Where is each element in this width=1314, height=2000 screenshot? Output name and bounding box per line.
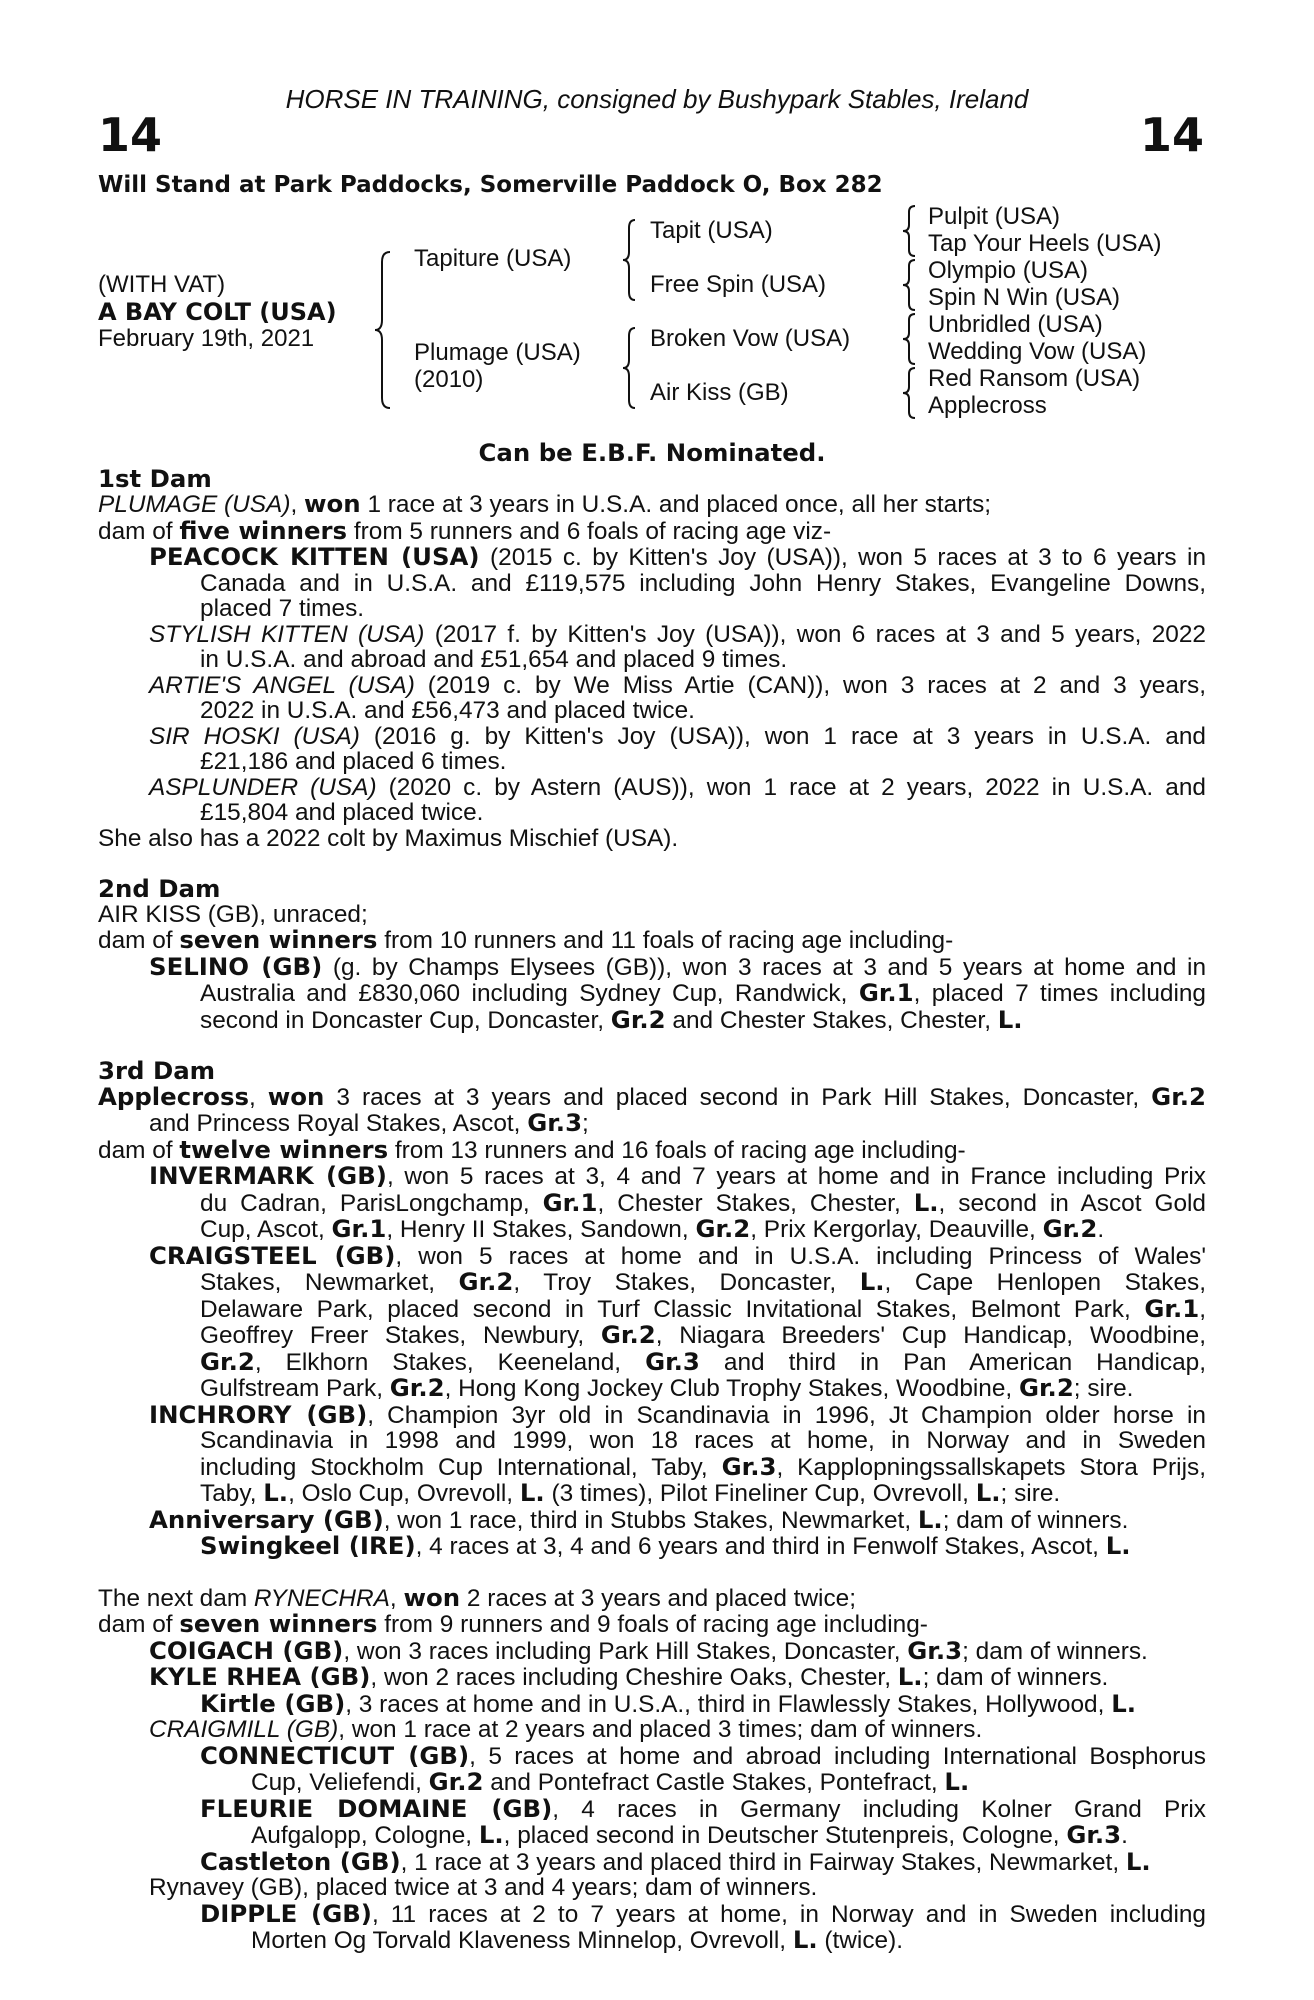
produce-entry-cont: Aufgalopp, Cologne, L., placed second in Deutscher Stutenpreis, Cologne, Gr.3. xyxy=(251,1820,1128,1849)
produce-entry: ASPLUNDER (USA) (2020 c. by Astern (AUS)), won 1 race at 2 years, 2022 in U.S.A. and xyxy=(149,773,1206,801)
stand-location: Will Stand at Park Paddocks, Somerville Paddock O, Box 282 xyxy=(98,172,883,198)
dam: Plumage (USA) xyxy=(414,339,581,366)
also-note: She also has a 2022 colt by Maximus Mischief (USA). xyxy=(98,824,679,852)
produce-entry: Swingkeel (IRE), 4 races at 3, 4 and 6 years and third in Fenwolf Stakes, Ascot, L. xyxy=(200,1531,1131,1560)
produce-entry: PEACOCK KITTEN (USA) (2015 c. by Kitten's Joy (USA)), won 5 races at 3 to 6 years in xyxy=(149,542,1207,571)
produce-entry: CRAIGSTEEL (GB), won 5 races at home and in U.S.A. including Princess of Wales' xyxy=(149,1240,1206,1270)
vat-note: (WITH VAT) xyxy=(98,271,226,298)
produce-entry-cont: Australia and £830,060 including Sydney Cup, Randwick, Gr.1, placed 7 times including xyxy=(200,978,1207,1007)
brace-icon xyxy=(900,312,920,366)
ddd: Applecross xyxy=(928,392,1047,419)
brace-icon xyxy=(620,326,640,410)
dds: Red Ransom (USA) xyxy=(928,365,1141,392)
produce-entry: SELINO (GB) (g. by Champs Elysees (GB)), won 3 races at 3 and 5 years at home and in xyxy=(149,951,1207,981)
produce-entry: Anniversary (GB), won 1 race, third in Stubbs Stakes, Newmarket, L.; dam of winners. xyxy=(149,1504,1129,1534)
produce-entry: INCHRORY (GB), Champion 3yr old in Scandinavia in 1996, Jt Champion older horse in xyxy=(149,1399,1206,1429)
dam-year: (2010) xyxy=(414,366,484,393)
produce-entry-cont: including Stockholm Cup International, Taby, Gr.3, Kapplopningssallskapets Stora Prijs, xyxy=(200,1451,1206,1481)
sire-dam: Free Spin (USA) xyxy=(650,271,827,298)
sire-sire: Tapit (USA) xyxy=(650,217,773,244)
dam-sire: Broken Vow (USA) xyxy=(650,325,851,352)
produce-entry: Kirtle (GB), 3 races at home and in U.S.A., third in Flawlessly Stakes, Hollywood, L. xyxy=(200,1688,1136,1718)
produce-entry-cont: Cup, Veliefendi, Gr.2 and Pontefract Castle Stakes, Pontefract, L. xyxy=(251,1767,970,1796)
next-dam-produce-summary: dam of seven winners from 9 runners and 9 foals of racing age including- xyxy=(98,1609,928,1638)
pedigree-notes xyxy=(98,440,1206,1954)
ssd: Tap Your Heels (USA) xyxy=(928,230,1162,257)
second-dam-produce-summary: dam of seven winners from 10 runners and 11 foals of racing age including- xyxy=(98,925,954,954)
produce-entry-cont: Geoffrey Freer Stakes, Newbury, Gr.2, Niagara Breeders' Cup Handicap, Woodbine, xyxy=(200,1320,1206,1349)
subject-horse: A BAY COLT (USA) xyxy=(98,298,337,326)
third-dam-line: Applecross, won 3 races at 3 years and placed second in Park Hill Stakes, Doncaster, Gr.2 xyxy=(98,1081,1206,1111)
produce-entry: ARTIE'S ANGEL (USA) (2019 c. by We Miss Artie (CAN)), won 3 races at 2 and 3 years, xyxy=(149,671,1207,699)
produce-entry-cont: Scandinavia in 1998 and 1999, won 18 races at home, in Norway and in Sweden xyxy=(200,1427,1206,1454)
brace-icon xyxy=(372,250,396,410)
produce-entry: Rynavey (GB), placed twice at 3 and 4 years; dam of winners. xyxy=(149,1874,818,1901)
sdd: Spin N Win (USA) xyxy=(928,284,1121,311)
produce-entry-cont: £15,804 and placed twice. xyxy=(200,799,484,826)
produce-entry-cont: Cup, Ascot, Gr.1, Henry II Stakes, Sandown, Gr.2, Prix Kergorlay, Deauville, Gr.2. xyxy=(200,1214,1105,1243)
produce-entry-cont: Gr.2, Elkhorn Stakes, Keeneland, Gr.3 and third in Pan American Handicap, xyxy=(200,1346,1206,1376)
brace-icon xyxy=(900,366,920,420)
produce-entry-cont: Delaware Park, placed second in Turf Classic Invitational Stakes, Belmont Park, Gr.1, xyxy=(200,1293,1206,1323)
produce-entry-cont: Taby, L., Oslo Cup, Ovrevoll, L. (3 times), Pilot Fineliner Cup, Ovrevoll, L.; sire. xyxy=(200,1478,1061,1507)
sss: Pulpit (USA) xyxy=(928,203,1061,230)
produce-entry-cont: Canada and in U.S.A. and £119,575 including John Henry Stakes, Evangeline Downs, xyxy=(200,569,1206,597)
brace-icon xyxy=(900,204,920,258)
consignment-line: HORSE IN TRAINING, consigned by Bushypark Stables, Ireland xyxy=(285,84,1029,114)
produce-entry: DIPPLE (GB), 11 races at 2 to 7 years at home, in Norway and in Sweden including xyxy=(200,1898,1206,1928)
produce-entry: FLEURIE DOMAINE (GB), 4 races in Germany including Kolner Grand Prix xyxy=(200,1793,1206,1823)
produce-entry: CRAIGMILL (GB), won 1 race at 2 years and placed 3 times; dam of winners. xyxy=(149,1716,983,1743)
produce-entry: STYLISH KITTEN (USA) (2017 f. by Kitten's Joy (USA)), won 6 races at 3 and 5 years, 2022 xyxy=(149,620,1206,648)
second-dam-line: AIR KISS (GB), unraced; xyxy=(98,900,368,928)
dam-dam: Air Kiss (GB) xyxy=(650,379,789,406)
produce-entry: COIGACH (GB), won 3 races including Park Hill Stakes, Doncaster, Gr.3; dam of winners. xyxy=(149,1635,1148,1665)
sds: Olympio (USA) xyxy=(928,257,1089,284)
dss: Unbridled (USA) xyxy=(928,311,1103,338)
produce-entry-cont: £21,186 and placed 6 times. xyxy=(200,748,507,775)
produce-entry-cont: Gulfstream Park, Gr.2, Hong Kong Jockey Club Trophy Stakes, Woodbine, Gr.2; sire. xyxy=(200,1373,1134,1402)
produce-entry: SIR HOSKI (USA) (2016 g. by Kitten's Joy (USA)), won 1 race at 3 years in U.S.A. and xyxy=(149,722,1206,750)
produce-entry-cont: Morten Og Torvald Klaveness Minnelop, Ovrevoll, L. (twice). xyxy=(251,1925,903,1954)
foaling-date: February 19th, 2021 xyxy=(98,325,315,352)
third-dam-line-cont: and Princess Royal Stakes, Ascot, Gr.3; xyxy=(149,1108,589,1137)
produce-entry-cont: 2022 in U.S.A. and £56,473 and placed twice. xyxy=(200,697,695,724)
brace-icon xyxy=(900,258,920,312)
produce-entry-cont: placed 7 times. xyxy=(200,595,365,622)
second-dam-heading: 2nd Dam xyxy=(98,874,221,903)
lot-number-right: 14 xyxy=(1139,108,1204,162)
next-dam-line: The next dam RYNECHRA, won 2 races at 3 years and placed twice; xyxy=(98,1582,857,1612)
produce-entry: KYLE RHEA (GB), won 2 races including Cheshire Oaks, Chester, L.; dam of winners. xyxy=(149,1662,1109,1691)
first-dam-produce-summary: dam of five winners from 5 runners and 6 foals of racing age viz- xyxy=(98,515,832,545)
produce-entry-cont: du Cadran, ParisLongchamp, Gr.1, Chester Stakes, Chester, L., second in Ascot Gold xyxy=(200,1187,1206,1217)
produce-entry: INVERMARK (GB), won 5 races at 3, 4 and 7 years at home and in France including Prix xyxy=(149,1161,1206,1190)
third-dam-produce-summary: dam of twelve winners from 13 runners and 16 foals of racing age including- xyxy=(98,1134,966,1164)
lot-number-left: 14 xyxy=(98,108,163,162)
brace-icon xyxy=(620,218,640,302)
sire: Tapiture (USA) xyxy=(414,245,572,272)
produce-entry: CONNECTICUT (GB), 5 races at home and abroad including International Bosphorus xyxy=(200,1740,1206,1770)
first-dam-heading: 1st Dam xyxy=(98,463,212,493)
produce-entry: Castleton (GB), 1 race at 3 years and placed third in Fairway Stakes, Newmarket, L. xyxy=(200,1846,1151,1876)
produce-entry-cont: Stakes, Newmarket, Gr.2, Troy Stakes, Doncaster, L., Cape Henlopen Stakes, xyxy=(200,1267,1206,1296)
ebf-note: Can be E.B.F. Nominated. xyxy=(478,438,826,467)
produce-entry-cont: in U.S.A. and abroad and £51,654 and placed 9 times. xyxy=(200,646,788,673)
produce-entry-cont: second in Doncaster Cup, Doncaster, Gr.2 and Chester Stakes, Chester, L. xyxy=(200,1004,1023,1034)
third-dam-heading: 3rd Dam xyxy=(98,1056,216,1085)
dsd: Wedding Vow (USA) xyxy=(928,338,1147,365)
first-dam-line: PLUMAGE (USA), won 1 race at 3 years in U.S.A. and placed once, all her starts; xyxy=(98,489,992,518)
